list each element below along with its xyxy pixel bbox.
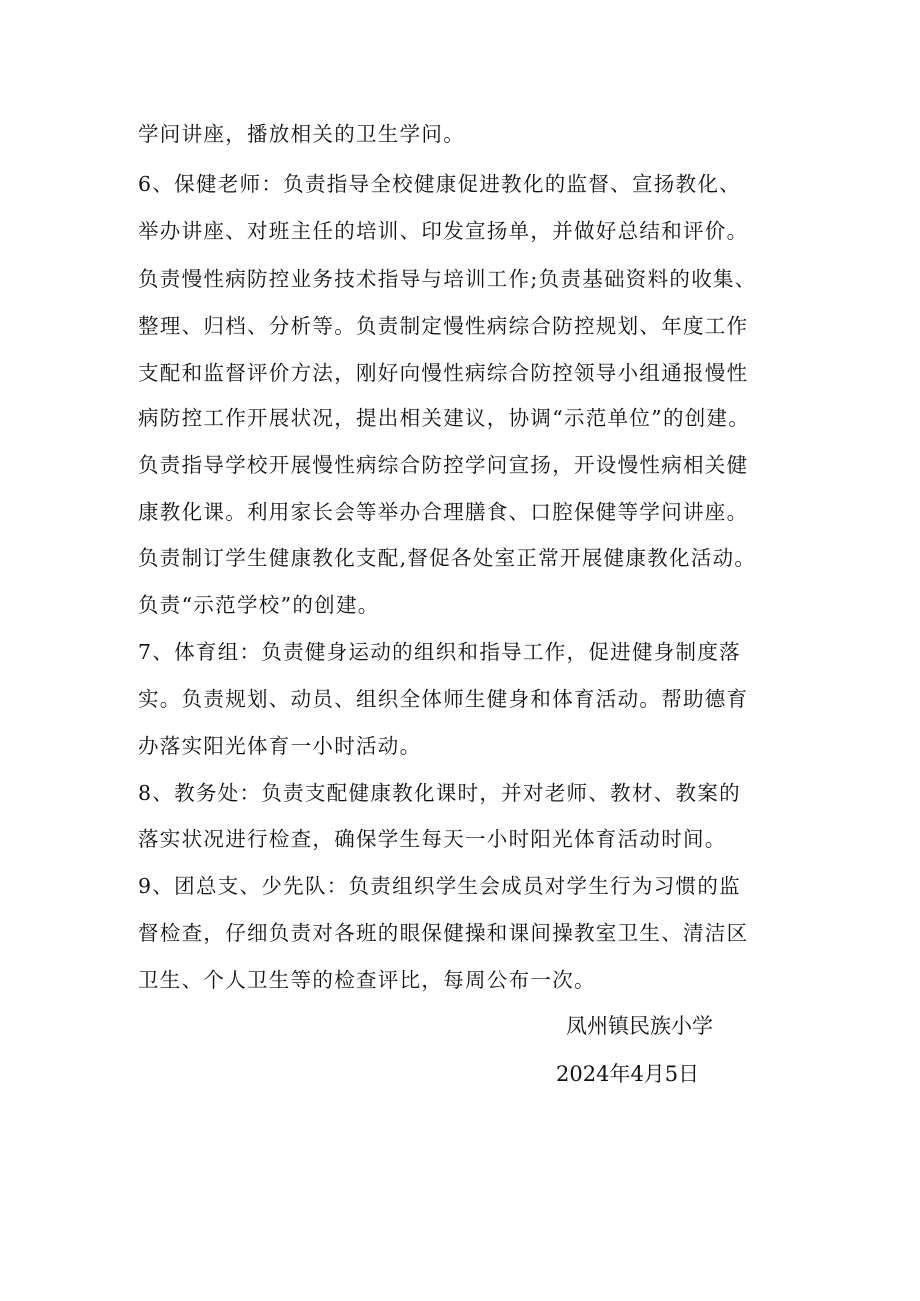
paragraph-line: 8、教务处：负责支配健康教化课时，并对老师、教材、教案的 bbox=[138, 781, 741, 805]
paragraph-line: 督检查，仔细负责对各班的眼保健操和课间操教室卫生、清洁区 bbox=[138, 921, 749, 945]
signature-date: 2024年4月5日 bbox=[556, 1062, 700, 1086]
paragraph-line: 举办讲座、对班主任的培训、印发宣扬单，并做好总结和评价。 bbox=[138, 219, 749, 243]
paragraph-line: 学问讲座，播放相关的卫生学问。 bbox=[138, 122, 465, 146]
paragraph-line: 整理、归档、分析等。负责制定慢性病综合防控规划、年度工作 bbox=[138, 314, 749, 338]
paragraph-line: 负责制订学生健康教化支配,督促各处室正常开展健康教化活动。 bbox=[138, 546, 757, 570]
paragraph-line: 卫生、个人卫生等的检查评比，每周公布一次。 bbox=[138, 968, 596, 992]
paragraph-line: 办落实阳光体育一小时活动。 bbox=[138, 734, 422, 758]
paragraph-line: 7、体育组：负责健身运动的组织和指导工作，促进健身制度落 bbox=[138, 640, 741, 664]
paragraph-line: 实。负责规划、动员、组织全体师生健身和体育活动。帮助德育 bbox=[138, 687, 749, 711]
paragraph-line: 负责“示范学校”的创建。 bbox=[138, 593, 380, 617]
paragraph-line: 病防控工作开展状况，提出相关建议，协调“示范单位”的创建。 bbox=[138, 406, 751, 430]
signature-organization: 凤州镇民族小学 bbox=[566, 1014, 713, 1038]
paragraph-line: 支配和监督评价方法，刚好向慢性病综合防控领导小组通报慢性 bbox=[138, 361, 749, 385]
paragraph-line: 康教化课。利用家长会等举办合理膳食、口腔保健等学问讲座。 bbox=[138, 500, 749, 524]
paragraph-line: 负责慢性病防控业务技术指导与培训工作;负责基础资料的收集、 bbox=[138, 267, 757, 291]
paragraph-line: 负责指导学校开展慢性病综合防控学问宣扬，开设慢性病相关健 bbox=[138, 453, 749, 477]
paragraph-line: 落实状况进行检查，确保学生每天一小时阳光体育活动时间。 bbox=[138, 827, 727, 851]
paragraph-line: 9、团总支、少先队：负责组织学生会成员对学生行为习惯的监 bbox=[138, 874, 741, 898]
paragraph-line: 6、保健老师：负责指导全校健康促进教化的监督、宣扬教化、 bbox=[138, 172, 741, 196]
